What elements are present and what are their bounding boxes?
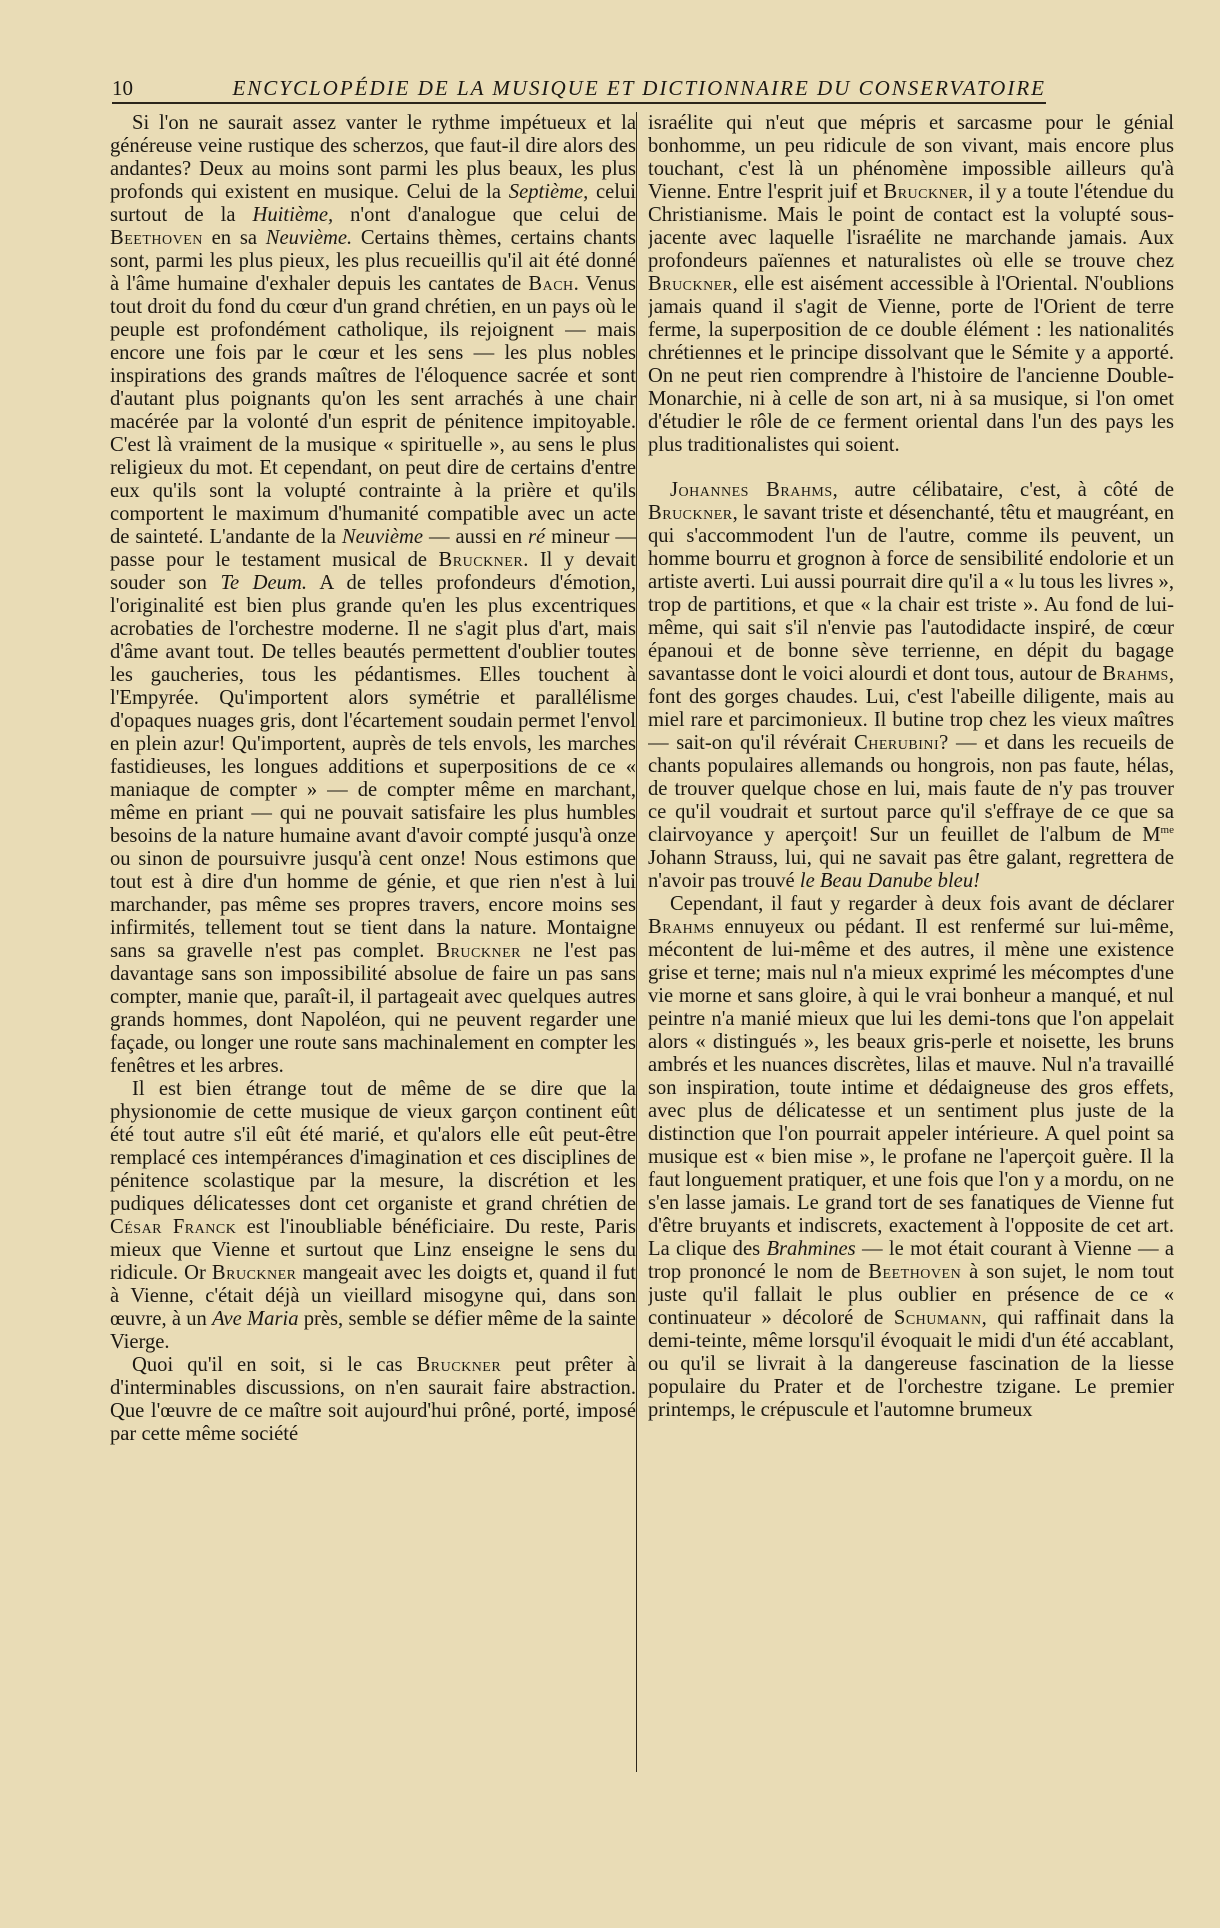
text-run: A de telles profondeurs d'émotion, l'originalité est bien plus grande qu'en les plus excentriques acrobaties de l'orchestre moderne. Il ne s'agit plus d'art, mais d'âme avant tout. De telles beautés permettent d'oublier toutes les gaucheries, tous les pédantismes. Elles touchent à l'Empyrée. Qu'importent alors symétrie et parallélisme d'opaques nuages gris, dont l'écartement soudain permet l'envol en plein azur! Qu'importent, auprès de tels envols, les marches fastidieuses, les longues additions et superpositions de ce « maniaque de compter » — de compter même en marchant, même en priant — qui ne pouvait satisfaire les plus humbles besoins de la nature humaine avant d'avoir compté jusqu'à onze ou sinon de poursuivre jusqu'à cent onze! Nous estimons que tout est à dire d'un homme de génie, et que rien n'est à lui marchander, pas même ses propres travers, encore moins ses infirmités, tellement tout se tient dans la nature. Montaigne sans sa gravelle n'est pas complet. [110, 572, 636, 962]
text-run: ? — et dans les recueils de chants populaires allemands ou hongrois, non pas faute, hélas, de trouver quelque chose en lui, mais faute de n'y pas trouver ce qu'il voudrait et surtout parce qu'il s'effraye de ce que sa clairvoyance y aperçoit! Sur un feuillet de l'album de M [648, 732, 1174, 846]
work-title: Huitième, [252, 204, 334, 226]
composer-name: Bach [528, 273, 574, 295]
composer-name: César Franck [110, 1216, 237, 1238]
text-run: en sa [202, 227, 266, 249]
text-run: israélite qui n'eut que mépris et sarcasme pour le génial bonhomme, un peu ridicule de son vivant, mais encore plus touchant, c'est là un phénomène impossible ailleurs qu'à Vienne. Entre l'esprit juif et [648, 112, 1174, 203]
text-run: , autre célibataire, c'est, à côté de [832, 479, 1174, 501]
text-run: près, semble se défier même de la sainte Vierge. [110, 1308, 636, 1353]
composer-name: Bruckner [648, 502, 733, 524]
text-run: peut prêter à d'interminables discussions, on n'en saurait faire abstraction. Que l'œuvre de ce maître soit aujourd'hui prôné, porté, imposé par cette même société [110, 1354, 636, 1445]
composer-name: Beethoven [868, 1261, 962, 1283]
composer-name: Cherubini [854, 732, 940, 754]
text-run: , elle est aisément accessible à l'Oriental. N'oublions jamais quand il s'agit de Vienne, porte de l'Orient de terre ferme, la superposition de ce double élément : les nationalités chrétiennes et le principe dissolvant que le Sémite y a apporté. On ne peut rien comprendre à l'histoire de l'ancienne Double-Monarchie, ni à celle de son art, ni à sa musique, si l'on omet d'étudier le rôle de ce ferment oriental dans l'un des pays les plus traditionalistes qui soient. [648, 273, 1174, 456]
abbreviation-superscript: me [1160, 824, 1174, 837]
text-run: Il est bien étrange tout de même de se dire que la physionomie de cette musique de vieux garçon continent eût été tout autre s'il eût été marié, et qu'alors elle eût peut-être remplacé ces intempérances d'imagination et ces disciplines de pénitence scolastique par la mesure, la discrétion et les pudiques délicatesses dont cet organiste et grand chrétien de [110, 1078, 636, 1215]
work-title: Ave Maria [212, 1308, 299, 1330]
work-title: le Beau Danube bleu! [799, 870, 980, 892]
text-run: , le savant triste et désenchanté, têtu et maugréant, en qui s'accommodent l'un de l'autre, comme ils peuvent, un homme bourru et grognon à force de sensibilité endolorie et un artiste averti. Lui aussi pourrait dire qu'il a « lu tous les livres », trop de partitions, et que « la chair est triste ». Au fond de lui-même, qui sait s'il n'envie pas l'autodidacte inspiré, de cœur épanoui et de bonne sève terrienne, en dépit du bagage savantasse dont le voici alourdi et dont tous, autour de [648, 502, 1174, 685]
page-number: 10 [112, 76, 133, 100]
text-run: ennuyeux ou pédant. Il est renfermé sur lui-même, mécontent de lui-même et des autres, il mène une existence grise et terne; mais nul n'a mieux exprimé les mécomptes d'une vie morne et sans gloire, à qui le vrai bonheur a manqué, et nul peintre n'a manié mieux que lui les demi-tons que l'on appelait alors « distingués », les beaux gris-perle et noisette, les bruns ambrés et les nuances discrètes, lilas et mauve. Nul n'a travaillé son inspiration, toute intime et dédaigneuse des gros effets, avec plus de délicatesse et un sentiment plus juste de la distinction que l'on pourrait appeler intérieure. A quel point sa musique est « bien mise », le profane ne l'aperçoit guère. Il la faut longuement pratiquer, et une fois que l'on y a mordu, on ne s'en lasse jamais. Le grand tort de ses fanatiques de Vienne fut d'être bruyants et indiscrets, exactement à l'opposite de cet art. La clique des [648, 916, 1174, 1260]
paragraph [110, 1354, 636, 1446]
composer-name: Brahms [1102, 663, 1169, 685]
composer-name: Johannes Brahms [670, 479, 833, 501]
composer-name: Bruckner [438, 549, 524, 571]
composer-name: Bruckner [648, 273, 733, 295]
text-run: Cependant, il faut y regarder à deux fois avant de déclarer [670, 893, 1174, 915]
paragraph [648, 479, 1174, 893]
composer-name: Bruckner [436, 940, 521, 962]
text-run: mineur — passe pour le testament musical de [110, 526, 636, 571]
composer-name: Bruckner [211, 1262, 297, 1284]
text-run: Certains thèmes, certains chants sont, parmi les plus pieux, les plus recueillis qu'il ait été donné à l'âme humaine d'exhaler depuis les cantates de [110, 227, 636, 295]
text-run: est l'inoubliable bénéficiaire. Du reste, Paris mieux que Vienne et surtout que Linz enseigne le sens du ridicule. Or [110, 1216, 636, 1284]
composer-name: Schumann [893, 1307, 982, 1329]
text-run: celui surtout de la [110, 181, 636, 226]
text-run: — aussi en [423, 526, 529, 548]
text-run: ne l'est pas davantage sans son impossibilité absolue de faire un pas sans compter, manie que, paraît-il, il partageait avec quelques autres grands hommes, dont Napoléon, qui ne peuvent regarder une façade, ou longer une route sans machinalement en compter les fenêtres et les arbres. [110, 940, 636, 1077]
composer-name: Bruckner [416, 1354, 502, 1376]
text-run: , qui raffinait dans la demi-teinte, même lorsqu'il évoquait le midi d'un été accablant, ou qu'il se livrait à la dangereuse fascination de la liesse populaire du Prater et de l'orchestre tzigane. Le premier printemps, le crépuscule et l'automne brumeux [648, 1307, 1174, 1421]
work-title: Neuvième [341, 526, 424, 548]
work-title: Neuvième. [265, 227, 353, 249]
text-run: . Venus tout droit du fond du cœur d'un grand chrétien, en un pays où le peuple est profondément catholique, ils rejoignent — mais encore une fois par le cœur et les sens — les plus nobles inspirations des grands maîtres de l'éloquence sacrée et sont d'autant plus poignants qu'on les sent arrachés à une chair macérée par la volonté d'un esprit de pénitence impitoyable. C'est là vraiment de la musique « spirituelle », au sens le plus religieux du mot. Et cependant, on peut dire de certains d'entre eux qu'ils sont la volupté contrainte à la prière et qu'ils comportent le maximum d'humanité compatible avec un acte de sainteté. L'andante de la [110, 273, 636, 548]
column-rule [636, 112, 637, 1772]
text-run: mangeait avec les doigts et, quand il fut à Vienne, c'était déjà un vieillard misogyne qui, dans son œuvre, à un [110, 1262, 636, 1330]
text-run: , il y a toute l'étendue du Christianisme. Mais le point de contact est la volupté sous-jacente avec laquelle l'israélite ne marchande jamais. Aux profondeurs païennes et naturalistes où elle se trouve chez [648, 181, 1174, 272]
composer-name: Brahms [648, 916, 715, 938]
text-run: — le mot était courant à Vienne — a trop prononcé le nom de [648, 1238, 1174, 1283]
text-run: Si l'on ne saurait assez vanter le rythme impétueux et la généreuse veine rustique des scherzos, que faut-il dire alors des andantes? Deux au moins sont parmi les plus beaux, les plus profonds qui existent en musique. Celui de la [110, 112, 636, 203]
page-header [112, 76, 1046, 100]
musical-key: ré [528, 526, 546, 548]
paragraph [110, 112, 636, 1078]
left-column [110, 112, 636, 1772]
work-title: Septième, [508, 181, 589, 203]
paragraph [110, 1078, 636, 1354]
text-run: n'ont d'analogue que celui de [333, 204, 636, 226]
text-run: Johann Strauss, lui, qui ne savait pas être galant, regrettera de n'avoir pas trouvé [648, 847, 1174, 892]
paragraph [648, 893, 1174, 1422]
right-column [648, 112, 1174, 1772]
header-rule [112, 102, 1046, 104]
text-run: Quoi qu'il en soit, si le cas [132, 1354, 417, 1376]
running-title: ENCYCLOPÉDIE DE LA MUSIQUE ET DICTIONNAIRE DU CONSERVATOIRE [232, 76, 1046, 100]
composer-name: Beethoven [110, 227, 203, 249]
paragraph [648, 112, 1174, 457]
composer-name: Bruckner [883, 181, 969, 203]
emphasis-term: Brahmines [766, 1238, 856, 1260]
text-run: . Il y devait souder son [110, 549, 636, 594]
text-run: , font des gorges chaudes. Lui, c'est l'abeille diligente, mais au miel rare et parcimonieux. Il butine trop chez les vieux maîtres — sait-on qu'il révérait [648, 663, 1174, 754]
work-title: Te Deum. [220, 572, 307, 594]
text-run: à son sujet, le nom tout juste qu'il fallait le plus oublier en présence de ce « continuateur » décoloré de [648, 1261, 1174, 1329]
